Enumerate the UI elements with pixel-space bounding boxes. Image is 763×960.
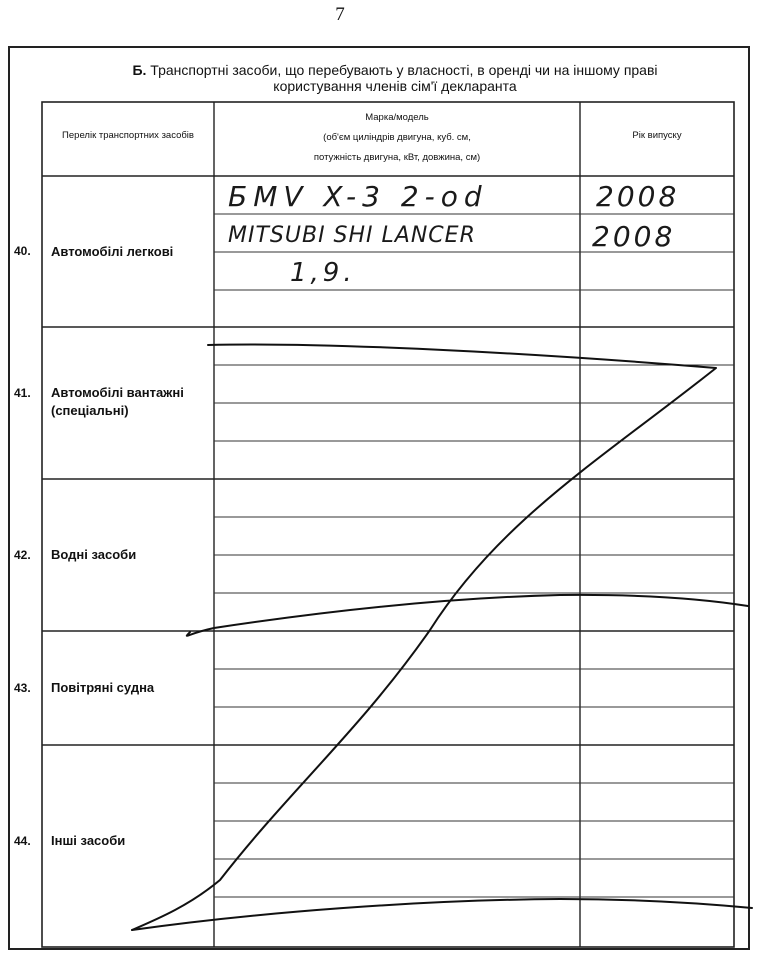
row-number-41: 41. [14, 386, 31, 400]
row-label-cars: Автомобілі легкові [51, 244, 174, 259]
year-column-header: Рік випуску [632, 130, 682, 141]
handwritten-year-2: 2008 [592, 220, 676, 253]
section-title: Транспортні засоби, що перебувають у власності, в оренді чи на іншому праві [150, 62, 658, 78]
handwritten-model-2-engine: 1,9. [290, 258, 356, 288]
page-number: 7 [335, 4, 345, 25]
handwritten-year-1: 2008 [596, 180, 680, 213]
section-title-line-2: користування членів сім'ї декларанта [273, 78, 517, 94]
row-label-other: Інші засоби [51, 833, 126, 848]
row-number-42: 42. [14, 548, 31, 562]
list-column-header: Перелік транспортних засобів [62, 130, 194, 141]
row-number-43: 43. [14, 681, 31, 695]
row-number-44: 44. [14, 834, 31, 848]
model-header-line-3: потужність двигуна, кВт, довжина, см) [313, 152, 481, 163]
row-label-trucks-line-1: Автомобілі вантажні [51, 385, 184, 400]
section-letter: Б. [132, 62, 147, 78]
row-label-trucks-line-2: (спеціальні) [51, 403, 129, 418]
row-label-water: Водні засоби [51, 547, 137, 562]
row-number-40: 40. [14, 244, 31, 258]
model-header-line-1: Марка/модель [365, 112, 429, 123]
row-label-aircraft: Повітряні судна [51, 680, 155, 695]
model-header-line-2: (об'єм циліндрів двигуна, куб. см, [323, 132, 471, 143]
handwritten-model-2: MITSUBI SHI LANCER [228, 223, 476, 248]
handwritten-model-1: БMV X-3 2-od [228, 180, 488, 213]
